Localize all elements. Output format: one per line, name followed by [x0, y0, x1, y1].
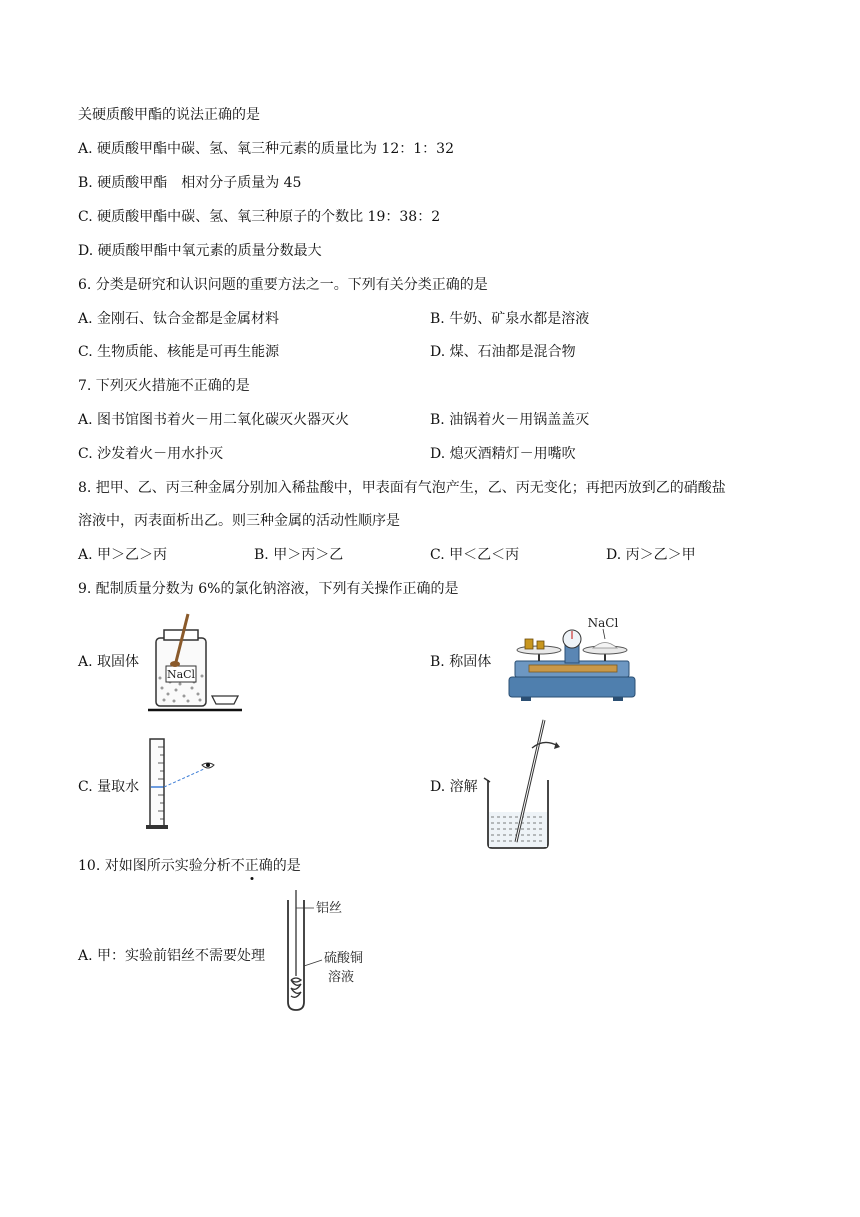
q5-option-b[interactable]: B. 硬质酸甲酯 相对分子质量为 45 [78, 175, 302, 191]
q6-option-d[interactable]: D. 煤、石油都是混合物 [430, 344, 576, 360]
q7-option-c[interactable]: C. 沙发着火－用水扑灭 [78, 446, 224, 462]
q9-option-c[interactable]: C. 量取水 [78, 779, 140, 795]
q5-option-d[interactable]: D. 硬质酸甲酯中氧元素的质量分数最大 [78, 243, 322, 259]
q6-option-c[interactable]: C. 生物质能、核能是可再生能源 [78, 344, 280, 360]
q8-stem-line1: 8. 把甲、乙、丙三种金属分别加入稀盐酸中，甲表面有气泡产生，乙、丙无变化；再把丙放到乙的硝酸盐 [78, 480, 726, 496]
q10-stem-emphasis: 不正确 [230, 858, 273, 874]
solution-label-line1: 硫酸铜 [324, 951, 364, 966]
q6-option-a[interactable]: A. 金刚石、钛合金都是金属材料 [78, 311, 280, 327]
q8-option-d[interactable]: D. 丙＞乙＞甲 [606, 547, 696, 563]
q10-stem-pre: 10. 对如图所示实验分析 [78, 858, 231, 874]
intro-text: 关硬质酸甲酯的说法正确的是 [78, 107, 260, 123]
q7-stem: 7. 下列灭火措施不正确的是 [78, 378, 250, 394]
q10-option-a[interactable]: A. 甲：实验前铝丝不需要处理 [78, 948, 266, 964]
wire-label: 铝丝 [316, 901, 343, 916]
jar-label: NaCl [166, 668, 196, 681]
q5-option-c[interactable]: C. 硬质酸甲酯中碳、氢、氧三种原子的个数比 19：38：2 [78, 209, 441, 225]
nacl-jar-figure [146, 608, 246, 714]
q10-stem-post: 的是 [272, 858, 301, 874]
balance-label: NaCl [587, 616, 619, 630]
q9-stem: 9. 配制质量分数为 6%的氯化钠溶液，下列有关操作正确的是 [78, 581, 459, 597]
q7-option-b[interactable]: B. 油锅着火－用锅盖盖灭 [430, 412, 590, 428]
q6-stem: 6. 分类是研究和认识问题的重要方法之一。下列有关分类正确的是 [78, 277, 488, 293]
q5-option-a[interactable]: A. 硬质酸甲酯中碳、氢、氧三种元素的质量比为 12：1：32 [78, 141, 454, 157]
balance-figure [505, 611, 641, 703]
q9-option-d[interactable]: D. 溶解 [430, 779, 478, 795]
solution-label-line2: 溶液 [328, 970, 355, 985]
q6-option-b[interactable]: B. 牛奶、矿泉水都是溶液 [430, 311, 590, 327]
graduated-cylinder-figure [144, 737, 220, 833]
q8-option-c[interactable]: C. 甲＜乙＜丙 [430, 547, 520, 563]
q8-option-a[interactable]: A. 甲＞乙＞丙 [78, 547, 168, 563]
q7-option-a[interactable]: A. 图书馆图书着火－用二氧化碳灭火器灭火 [78, 412, 350, 428]
q7-option-d[interactable]: D. 熄灭酒精灯－用嘴吹 [430, 446, 576, 462]
dissolving-beaker-figure [482, 716, 566, 852]
q9-option-a[interactable]: A. 取固体 [78, 654, 140, 670]
test-tube-figure [278, 890, 378, 1014]
q10-stem [78, 856, 301, 876]
q8-stem-line2: 溶液中，丙表面析出乙。则三种金属的活动性顺序是 [78, 513, 400, 529]
q9-option-b[interactable]: B. 称固体 [430, 654, 492, 670]
q8-option-b[interactable]: B. 甲＞丙＞乙 [254, 547, 344, 563]
